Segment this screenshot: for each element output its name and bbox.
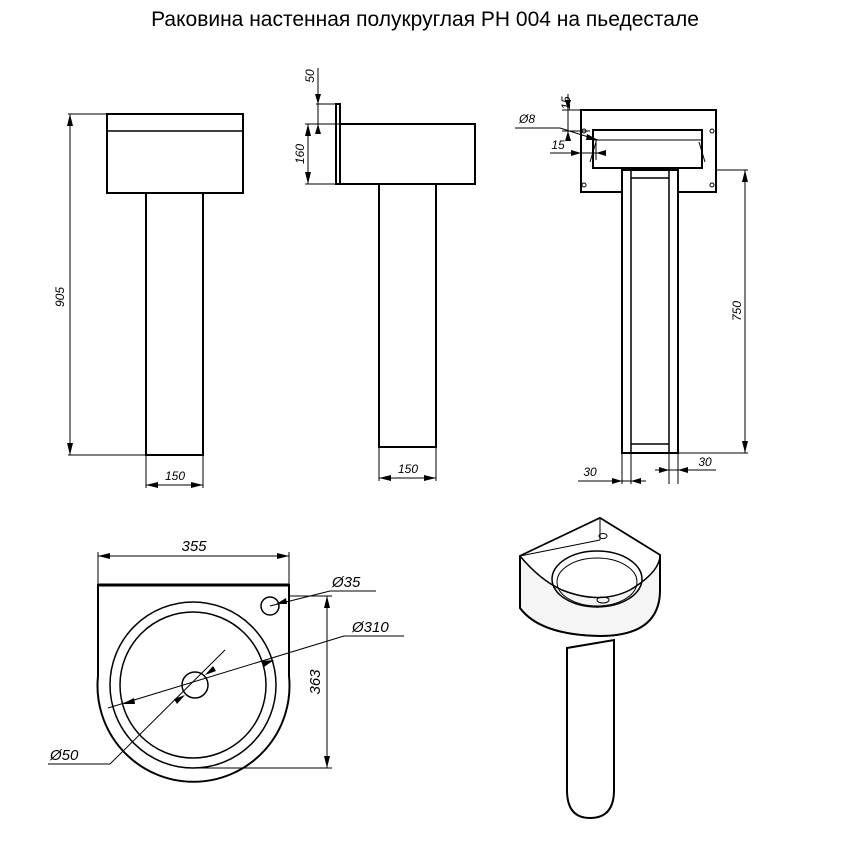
back-hole-diameter-label: Ø8	[519, 112, 536, 126]
side-top-offset-label: 50	[303, 69, 317, 83]
side-basin	[340, 124, 475, 184]
back-left-offset-label: 30	[583, 465, 597, 479]
plan-depth-label: 363	[307, 669, 324, 695]
side-pedestal	[379, 184, 436, 447]
plan-bowl-diameter-label: Ø310	[352, 619, 389, 636]
back-top-offset-label: 15	[559, 96, 573, 110]
side-pedestal-width-label: 150	[397, 462, 419, 476]
plan-tap-hole-label: Ø35	[332, 574, 361, 591]
plan-drain-label: Ø50	[50, 747, 79, 764]
side-bowl-height-label: 160	[293, 143, 307, 165]
back-view	[515, 94, 748, 484]
front-pedestal	[146, 193, 203, 455]
front-basin	[107, 114, 243, 193]
side-view	[293, 68, 475, 481]
back-basin	[593, 130, 702, 168]
isometric-view	[520, 518, 660, 818]
drawing-title: Раковина настенная полукруглая РН 004 на пьедестале	[151, 8, 699, 31]
front-pedestal-width-label: 150	[164, 469, 186, 483]
plan-view	[48, 538, 404, 782]
back-right-offset-label: 30	[698, 455, 712, 469]
plan-width-label: 355	[181, 538, 207, 555]
plan-outline	[97, 585, 289, 782]
front-view	[53, 114, 243, 488]
iso-pedestal	[567, 640, 614, 818]
back-height-label: 750	[730, 300, 744, 322]
back-side-offset-label: 15	[551, 138, 565, 152]
front-height-label: 905	[53, 286, 67, 308]
